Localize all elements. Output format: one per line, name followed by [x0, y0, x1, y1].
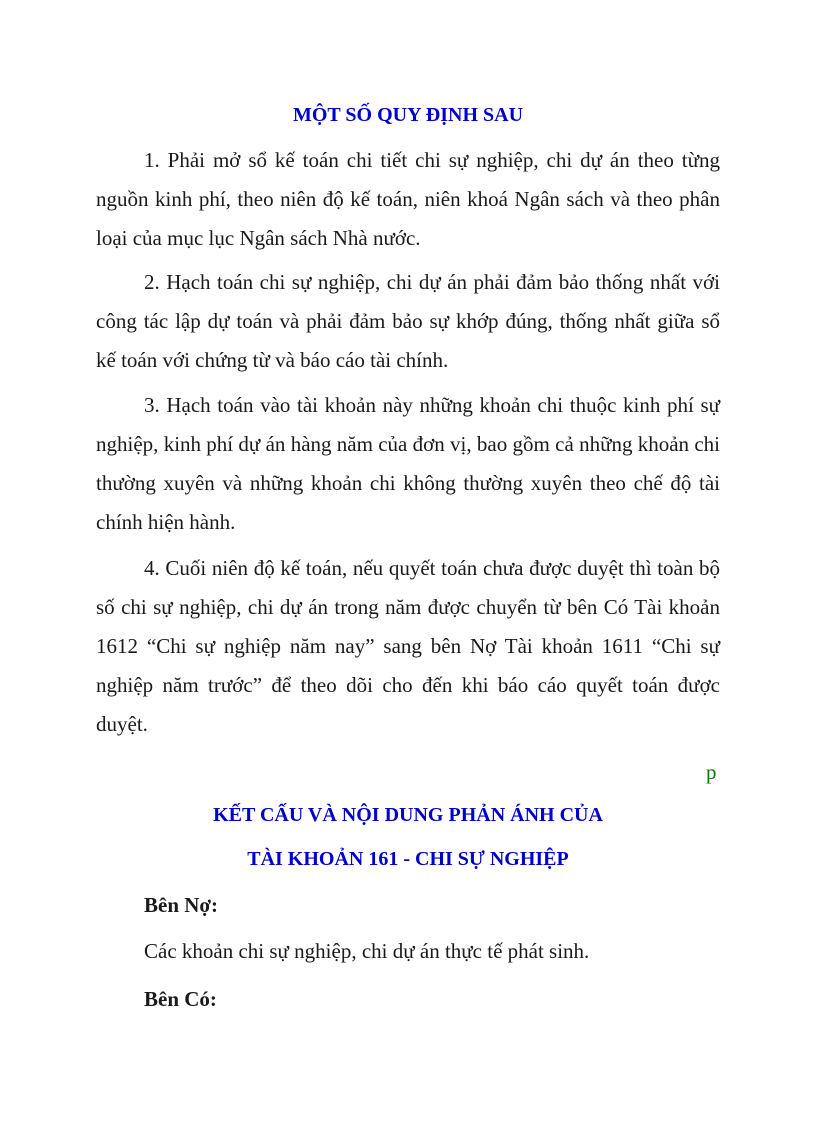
debit-side-label: Bên Nợ:: [144, 893, 219, 917]
regulation-paragraph-3: 3. Hạch toán vào tài khoản này những khoản chi thuộc kinh phí sự nghiệp, kinh phí dự án hàng năm của đơn vị, bao gồm cả những khoản chi thường xuyên và những khoản chi không thường xuyên theo chế độ tài chính hiện hành.: [96, 393, 720, 534]
section-heading-structure-line-2: TÀI KHOẢN 161 - CHI SỰ NGHIỆP: [247, 848, 569, 870]
credit-side-label: Bên Có:: [144, 987, 217, 1011]
section-heading-structure-line-1: KẾT CẤU VÀ NỘI DUNG PHẢN ÁNH CỦA: [213, 804, 603, 826]
page-marker: p: [706, 760, 717, 784]
regulation-paragraph-4: 4. Cuối niên độ kế toán, nếu quyết toán chưa được duyệt thì toàn bộ số chi sự nghiệp, chi dự án trong năm được chuyển từ bên Có Tài khoản 1612 “Chi sự nghiệp năm nay” sang bên Nợ Tài khoản 1611 “Chi sự nghiệp năm trước” để theo dõi cho đến khi báo cáo quyết toán được duyệt.: [96, 556, 720, 736]
debit-side-description: Các khoản chi sự nghiệp, chi dự án thực tế phát sinh.: [144, 939, 590, 963]
section-heading-regulations: MỘT SỐ QUY ĐỊNH SAU: [292, 104, 524, 126]
regulation-paragraph-1: 1. Phải mở sổ kế toán chi tiết chi sự nghiệp, chi dự án theo từng nguồn kinh phí, theo niên độ kế toán, niên khoá Ngân sách và theo phân loại của mục lục Ngân sách Nhà nước.: [96, 148, 720, 250]
regulation-paragraph-2: 2. Hạch toán chi sự nghiệp, chi dự án phải đảm bảo thống nhất với công tác lập dự toán và phải đảm bảo sự khớp đúng, thống nhất giữa sổ kế toán với chứng từ và báo cáo tài chính.: [96, 270, 720, 372]
